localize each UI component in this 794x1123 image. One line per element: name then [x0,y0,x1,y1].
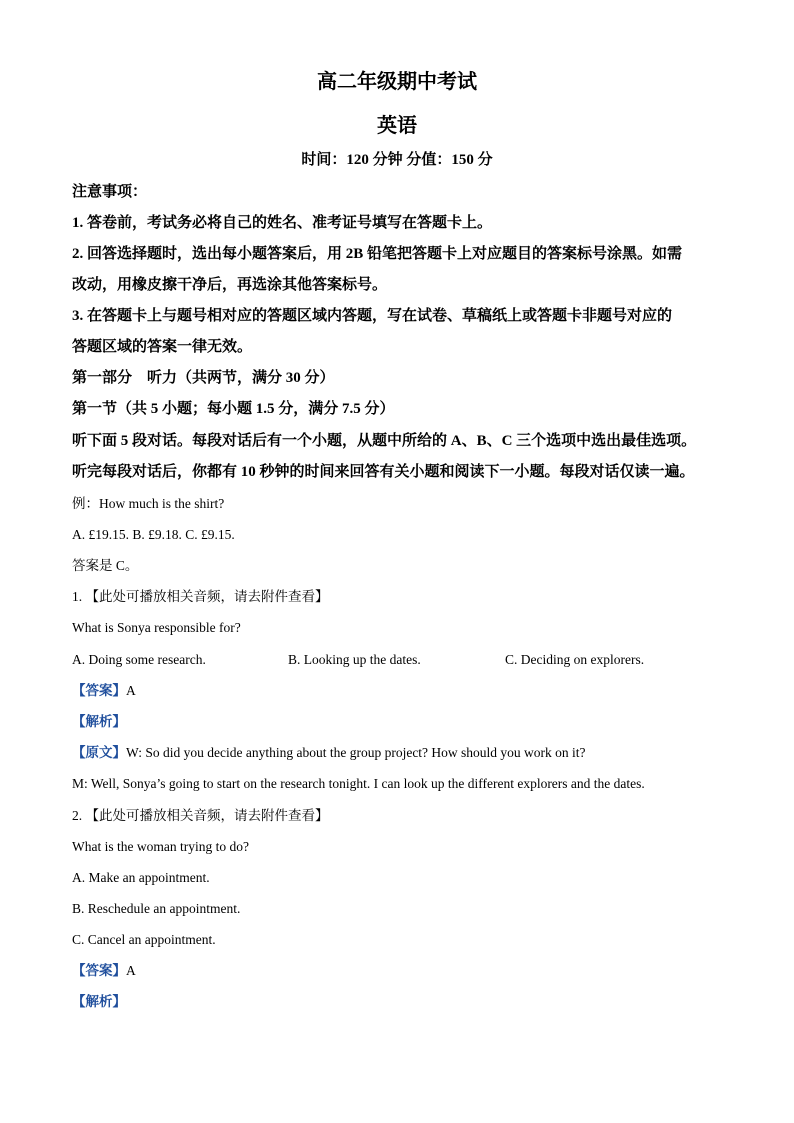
q1-option-b: B. Looking up the dates. [288,652,421,667]
q1-answer-line [72,682,136,700]
q1-analysis-tag: 【解析】 [72,714,126,729]
q1-transcript-w [72,744,586,762]
exam-meta: 时间：120 分钟 分值：150 分 [301,152,493,168]
q2-option-a: A. Make an appointment. [72,870,210,885]
example-options: A. £19.15. B. £9.18. C. £9.15. [72,527,235,542]
q2-question: What is the woman trying to do? [72,839,249,854]
q1-analysis-line [72,713,126,731]
section1-heading: 第一节（共 5 小题；每小题 1.5 分，满分 7.5 分） [72,401,395,417]
q1-transcript-m: M: Well, Sonya’s going to start on the research tonight. I can look up the different explorers and the dates. [72,776,645,791]
q2-answer-value: A [126,963,136,978]
exam-title: 高二年级期中考试 [317,71,477,93]
notice-item-2-line-1: 2. 回答选择题时，选出每小题答案后，用 2B 铅笔把答题卡上对应题目的答案标号涂黑。如需 [72,246,683,262]
q2-option-c: C. Cancel an appointment. [72,932,216,947]
notice-item-3-line-2: 答题区域的答案一律无效。 [72,339,253,355]
notice-item-1: 1. 答卷前，考试务必将自己的姓名、准考证号填写在答题卡上。 [72,215,493,231]
q1-answer-tag: 【答案】 [72,683,126,698]
example-answer: 答案是 C。 [72,558,139,573]
example-question: 例：How much is the shirt? [72,496,225,511]
notice-heading: 注意事项： [72,184,148,200]
q2-analysis-tag: 【解析】 [72,994,126,1009]
part1-heading: 第一部分 听力（共两节，满分 30 分） [72,370,335,386]
q1-option-a: A. Doing some research. [72,652,206,667]
q1-transcript-tag: 【原文】 [72,745,126,760]
q1-answer-value: A [126,683,136,698]
q1-question: What is Sonya responsible for? [72,620,241,635]
q1-audio-note: 1. 【此处可播放相关音频，请去附件查看】 [72,589,329,604]
q2-option-b: B. Reschedule an appointment. [72,901,241,916]
instructions-line-2: 听完每段对话后，你都有 10 秒钟的时间来回答有关小题和阅读下一小题。每段对话仅读一遍。 [72,464,695,480]
q1-transcript-w-text: W: So did you decide anything about the group project? How should you work on it? [126,745,586,760]
notice-item-2-line-2: 改动，用橡皮擦干净后，再选涂其他答案标号。 [72,277,388,293]
q2-answer-line [72,962,136,980]
exam-subject: 英语 [377,115,417,137]
instructions-line-1: 听下面 5 段对话。每段对话后有一个小题，从题中所给的 A、B、C 三个选项中选出最佳选项。 [72,433,697,449]
notice-item-3-line-1: 3. 在答题卡上与题号相对应的答题区域内答题，写在试卷、草稿纸上或答题卡非题号对应的 [72,308,673,324]
q2-analysis-line [72,993,126,1011]
q1-option-c: C. Deciding on explorers. [505,652,645,667]
q2-audio-note: 2. 【此处可播放相关音频，请去附件查看】 [72,808,329,823]
q2-answer-tag: 【答案】 [72,963,126,978]
